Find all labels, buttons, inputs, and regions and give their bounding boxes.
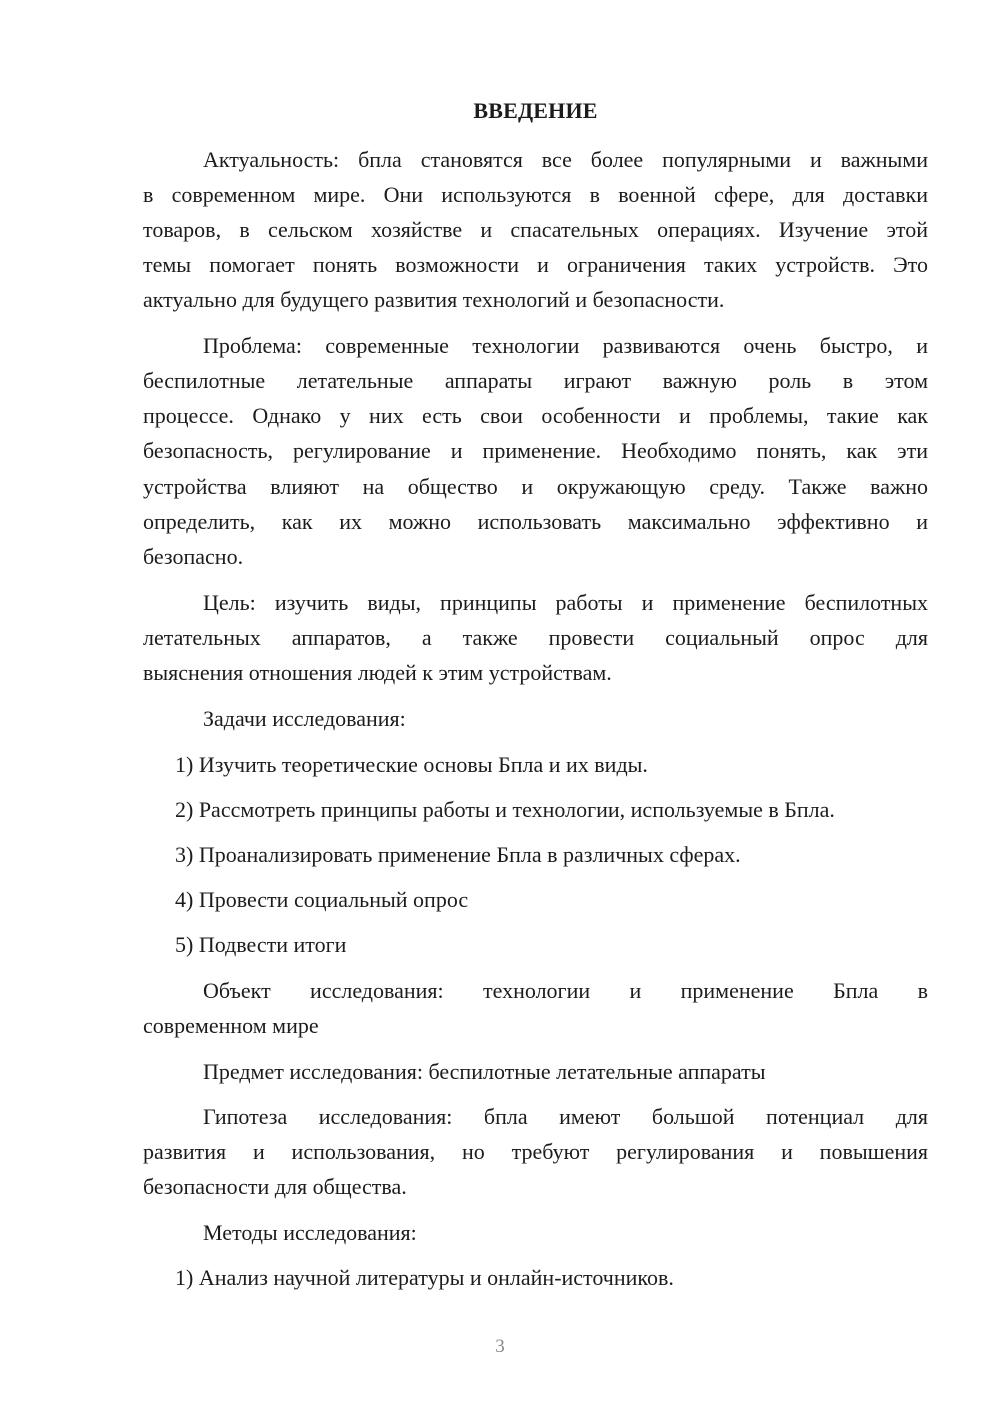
subject-line: Предмет исследования: беспилотные летательные аппараты (203, 1059, 766, 1084)
problem-line: Проблема: современные технологии развиваются очень быстро, и (203, 333, 928, 358)
task-item: 5) Подвести итоги (175, 932, 347, 957)
problem-line: устройства влияют на общество и окружающую среду. Также важно (143, 474, 928, 499)
object-line: современном мире (143, 1013, 319, 1038)
hypothesis-line: развития и использования, но требуют регулирования и повышения (143, 1139, 928, 1164)
page-number: 3 (495, 1336, 505, 1357)
object-line: Объект исследования: технологии и применение Бпла в (203, 978, 928, 1003)
problem-line: безопасно. (143, 544, 244, 569)
task-item: 2) Рассмотреть принципы работы и технологии, используемые в Бпла. (175, 797, 835, 822)
problem-line: процессе. Однако у них есть свои особенности и проблемы, такие как (143, 403, 928, 428)
hypothesis-line: Гипотеза исследования: бпла имеют большой потенциал для (203, 1104, 928, 1129)
goal-line: Цель: изучить виды, принципы работы и применение беспилотных (203, 590, 928, 615)
problem-line: определить, как их можно использовать максимально эффективно и (143, 509, 928, 534)
task-item: 1) Изучить теоретические основы Бпла и их виды. (175, 752, 648, 777)
task-item: 3) Проанализировать применение Бпла в различных сферах. (175, 842, 741, 867)
goal-line: летательных аппаратов, а также провести социальный опрос для (143, 625, 928, 650)
tasks-title: Задачи исследования: (203, 706, 406, 731)
problem-line: беспилотные летательные аппараты играют важную роль в этом (143, 368, 928, 393)
task-item: 4) Провести социальный опрос (175, 887, 469, 912)
page-heading: ВВЕДЕНИЕ (473, 98, 598, 123)
goal-line: выяснения отношения людей к этим устройствам. (143, 660, 612, 685)
relevance-line: товаров, в сельском хозяйстве и спасательных операциях. Изучение этой (143, 217, 928, 242)
relevance-line: Актуальность: бпла становятся все более популярными и важными (203, 147, 928, 172)
problem-line: безопасность, регулирование и применение. Необходимо понять, как эти (143, 438, 928, 463)
method-item: 1) Анализ научной литературы и онлайн-источников. (175, 1265, 674, 1290)
methods-title: Методы исследования: (203, 1220, 417, 1245)
relevance-line: темы помогает понять возможности и ограничения таких устройств. Это (143, 252, 928, 277)
hypothesis-line: безопасности для общества. (143, 1174, 407, 1199)
relevance-line: актуально для будущего развития технологий и безопасности. (143, 287, 725, 312)
relevance-line: в современном мире. Они используются в военной сфере, для доставки (143, 182, 928, 207)
